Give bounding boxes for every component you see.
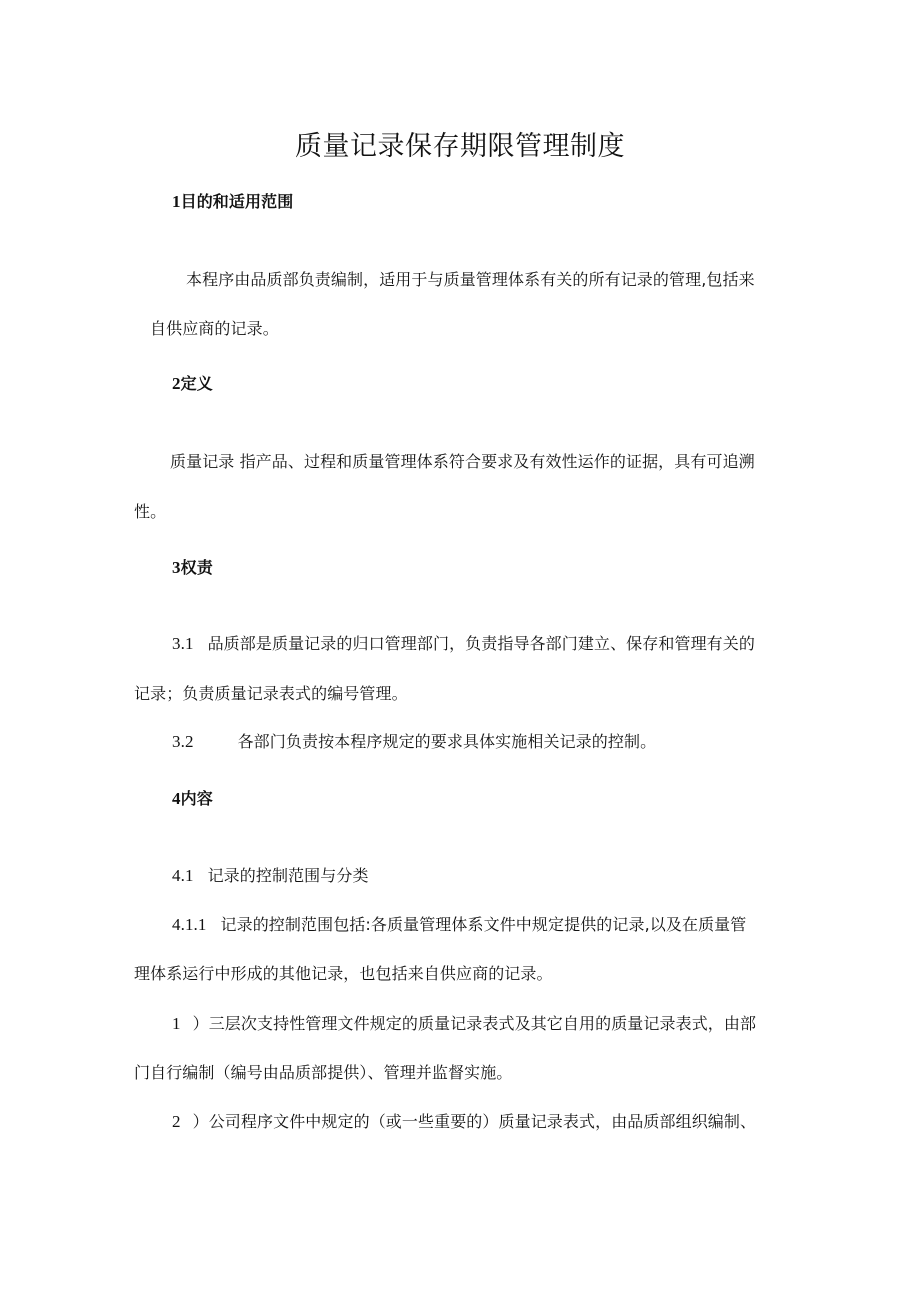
paragraph-line: 理体系运行中形成的其他记录，也包括来自供应商的记录。 [134,964,553,983]
section-number: 2 [172,374,181,393]
section-title: 定义 [180,374,213,393]
section-3-heading [172,558,213,578]
clause-4-1-1 [172,915,746,935]
section-title: 内容 [180,789,213,808]
section-1-heading [172,192,293,212]
paragraph-line: 自供应商的记录。 [150,319,279,338]
clause-number: 3.1 [172,634,194,653]
section-number: 4 [172,789,181,808]
clause-text: 记录的控制范围包括:各质量管理体系文件中规定提供的记录,以及在质量管 [220,915,747,934]
paragraph-line: 性。 [134,502,167,521]
clause-number: 4.1 [172,866,194,885]
item-text: ）三层次支持性管理文件规定的质量记录表式及其它自用的质量记录表式，由部 [192,1014,757,1033]
item-number: 1 [172,1014,181,1033]
section-2-heading [172,374,213,394]
list-item-2 [172,1112,756,1132]
item-number: 2 [172,1112,181,1131]
paragraph-line: 记录；负责质量记录表式的编号管理。 [134,684,408,703]
clause-number: 4.1.1 [172,915,207,934]
paragraph-line: 门自行编制（编号由品质部提供）、管理并监督实施。 [134,1063,513,1082]
clause-3-2 [172,732,656,752]
item-text: ）公司程序文件中规定的（或一些重要的）质量记录表式，由品质部组织编制、 [192,1112,757,1131]
section-number: 3 [172,558,181,577]
clause-text: 品质部是质量记录的归口管理部门，负责指导各部门建立、保存和管理有关的 [207,634,755,653]
clause-text: 记录的控制范围与分类 [207,866,369,885]
section-number: 1 [172,192,181,211]
section-title: 目的和适用范围 [180,192,294,211]
section-title: 权责 [180,558,213,577]
section-4-heading [172,789,213,809]
clause-number: 3.2 [172,732,194,751]
paragraph-line: 本程序由品质部负责编制，适用于与质量管理体系有关的所有记录的管理,包括来 [186,270,755,289]
clause-text: 各部门负责按本程序规定的要求具体实施相关记录的控制。 [237,732,657,751]
clause-4-1 [172,866,369,886]
paragraph-line: 质量记录 指产品、过程和质量管理体系符合要求及有效性运作的证据，具有可追溯 [170,452,755,471]
clause-3-1 [172,634,755,654]
document-title: 质量记录保存期限管理制度 [295,131,625,162]
list-item-1 [172,1014,756,1034]
